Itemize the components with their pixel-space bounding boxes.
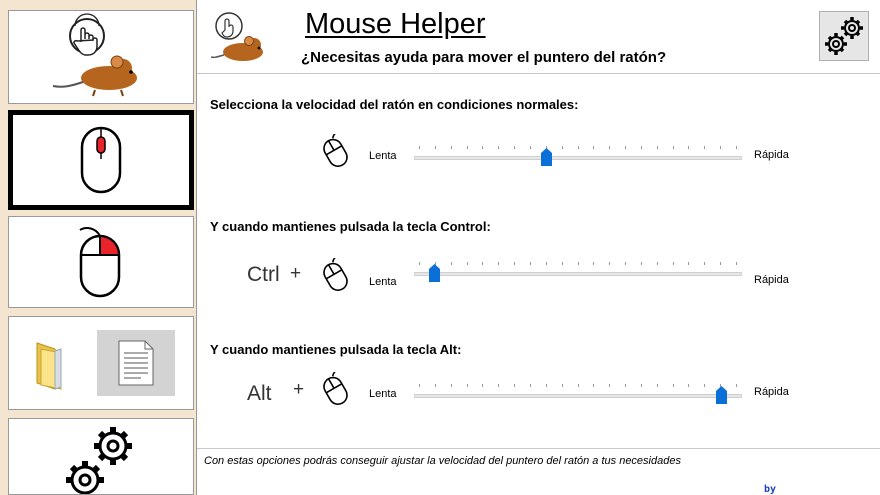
sidebar [0, 0, 196, 495]
slider-tick [720, 262, 721, 265]
slider-tick [578, 384, 579, 387]
speed-slider-normal[interactable] [541, 148, 552, 166]
section-title-alt: Y cuando mantienes pulsada la tecla Alt: [210, 342, 462, 357]
section-title-normal: Selecciona la velocidad del ratón en condiciones normales: [210, 97, 579, 112]
folder-icon [27, 333, 77, 393]
slider-tick [657, 262, 658, 265]
slider-tick [514, 146, 515, 149]
slider-tick [498, 146, 499, 149]
slider-tick [514, 262, 515, 265]
speed-fast-label: Rápida [754, 386, 789, 398]
slider-tick [482, 262, 483, 265]
slider-tick [704, 384, 705, 387]
speed-slow-label: Lenta [369, 276, 397, 288]
slider-tick [419, 262, 420, 265]
slider-tick [562, 146, 563, 149]
speed-track [414, 272, 742, 276]
slider-tick [673, 384, 674, 387]
slider-tick [467, 146, 468, 149]
mouse-rodent-touch-icon [51, 12, 151, 102]
slider-tick [673, 262, 674, 265]
slider-tick [419, 384, 420, 387]
slider-tick [578, 146, 579, 149]
slider-tick [546, 262, 547, 265]
speed-ticks [419, 262, 737, 266]
slider-tick [530, 262, 531, 265]
slider-tick [688, 384, 689, 387]
slider-tick [736, 146, 737, 149]
slider-tick [435, 384, 436, 387]
slider-row-alt [197, 372, 880, 416]
settings-button[interactable] [819, 11, 869, 61]
slider-tick [578, 262, 579, 265]
slider-tick [736, 262, 737, 265]
slider-tick [641, 262, 642, 265]
slider-tick [641, 146, 642, 149]
slider-tick [593, 146, 594, 149]
speed-ticks [419, 384, 737, 388]
slider-tick [562, 384, 563, 387]
speed-track [414, 394, 742, 398]
slider-tick [546, 384, 547, 387]
sidebar-item-mouse-speed[interactable] [8, 110, 194, 210]
mouse-right-click-icon [76, 224, 126, 300]
speed-track [414, 156, 742, 160]
app-subtitle: ¿Necesitas ayuda para mover el puntero del ratón? [301, 49, 667, 66]
slider-tick [625, 262, 626, 265]
byline: by [764, 484, 777, 495]
slider-tick [514, 384, 515, 387]
slider-tick [704, 262, 705, 265]
slider-tick [736, 384, 737, 387]
plus-sign: + [293, 379, 305, 400]
footer-hint: Con estas opciones podrás conseguir ajustar la velocidad del puntero del ratón a tus necesidades [204, 455, 681, 467]
sidebar-item-files[interactable] [8, 316, 194, 410]
slider-tick [482, 384, 483, 387]
slider-tick [609, 384, 610, 387]
plus-sign: + [290, 263, 302, 284]
ctrl-key-label: Ctrl [247, 263, 280, 286]
slider-tick [562, 262, 563, 265]
slider-row-control [197, 256, 880, 300]
app-title: Mouse Helper [305, 8, 486, 40]
slider-tick [657, 146, 658, 149]
slider-tick [451, 146, 452, 149]
sidebar-item-mouse-helper[interactable] [8, 10, 194, 104]
slider-tick [593, 384, 594, 387]
slider-row-normal [197, 134, 880, 178]
slider-tick [657, 384, 658, 387]
slider-tick [593, 262, 594, 265]
gear-icon [821, 14, 867, 58]
main-panel [196, 0, 880, 495]
slider-tick [720, 146, 721, 149]
speed-fast-label: Rápida [754, 274, 789, 286]
speed-slider-control[interactable] [429, 264, 440, 282]
mouse-left-click-icon [79, 125, 123, 195]
slider-tick [419, 146, 420, 149]
slider-tick [625, 146, 626, 149]
document-icon [117, 339, 155, 387]
section-title-control: Y cuando mantienes pulsada la tecla Control: [210, 219, 491, 234]
slider-tick [688, 262, 689, 265]
speed-slow-label: Lenta [369, 150, 397, 162]
slider-tick [482, 146, 483, 149]
slider-tick [498, 384, 499, 387]
slider-tick [641, 384, 642, 387]
mouse-icon [318, 134, 352, 170]
slider-tick [467, 384, 468, 387]
slider-tick [451, 262, 452, 265]
speed-slow-label: Lenta [369, 388, 397, 400]
slider-tick [625, 384, 626, 387]
alt-key-label: Alt [247, 382, 272, 405]
slider-tick [435, 146, 436, 149]
slider-tick [530, 146, 531, 149]
slider-tick [498, 262, 499, 265]
slider-tick [688, 146, 689, 149]
mouse-icon [318, 258, 352, 294]
slider-tick [673, 146, 674, 149]
app-logo-icon [211, 8, 271, 66]
slider-tick [609, 262, 610, 265]
speed-slider-alt[interactable] [716, 386, 727, 404]
speed-fast-label: Rápida [754, 149, 789, 161]
sidebar-item-settings[interactable] [8, 418, 194, 495]
slider-tick [467, 262, 468, 265]
speed-ticks [419, 146, 737, 150]
gears-icon [51, 418, 151, 494]
slider-tick [704, 146, 705, 149]
slider-tick [530, 384, 531, 387]
footer [197, 448, 880, 495]
header [197, 0, 880, 74]
mouse-icon [318, 372, 352, 408]
slider-tick [609, 146, 610, 149]
sidebar-item-mouse-buttons[interactable] [8, 216, 194, 308]
slider-tick [451, 384, 452, 387]
